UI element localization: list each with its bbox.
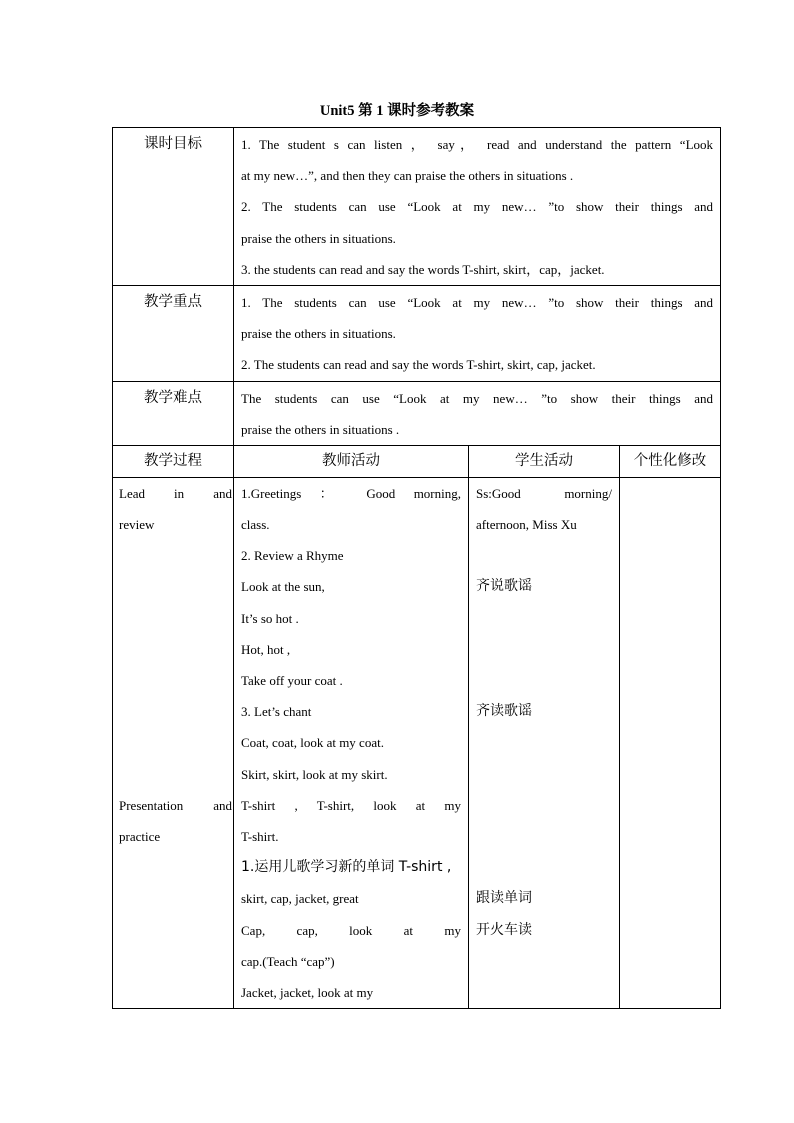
key-points-label: 教学重点 xyxy=(113,285,234,381)
key-points-line: 2. The students can read and say the words T-shirt, skirt, cap, jacket. xyxy=(241,357,596,373)
student-line xyxy=(476,603,612,634)
objectives-line: 2. The students can use “Look at my new… ”to show their things and xyxy=(241,199,714,215)
process-header-label: 教学过程 xyxy=(113,445,234,477)
objectives-label: 课时目标 xyxy=(113,128,234,286)
teacher-activity-header: 教师活动 xyxy=(234,445,469,477)
student-line xyxy=(476,540,612,571)
teacher-line: Cap, cap, look at my xyxy=(241,922,461,938)
stage-spacer xyxy=(119,727,232,758)
student-line xyxy=(476,665,612,696)
objectives-row xyxy=(113,128,721,286)
student-line xyxy=(476,727,612,758)
stage-spacer xyxy=(119,540,232,571)
difficulties-label: 教学难点 xyxy=(113,381,234,445)
student-line: 齐读歌谣 xyxy=(476,703,532,720)
stage-spacer xyxy=(119,634,232,665)
difficulties-line: The students can use “Look at my new… ”to show their things and xyxy=(241,390,714,406)
key-points-line: 1. The students can use “Look at my new… ”to show their things and xyxy=(241,294,714,310)
stage-line: review xyxy=(119,517,155,533)
lesson-plan-table xyxy=(112,127,721,1009)
student-line: Ss:Good morning/ xyxy=(476,485,612,501)
stage-column xyxy=(113,477,234,1008)
teacher-line: Skirt, skirt, look at my skirt. xyxy=(241,766,388,782)
objectives-content xyxy=(234,128,721,286)
student-line: 开火车读 xyxy=(476,921,532,938)
student-line: 跟读单词 xyxy=(476,890,532,907)
teacher-line: skirt, cap, jacket, great xyxy=(241,891,359,907)
student-line: afternoon, Miss Xu xyxy=(476,517,577,533)
personalized-edit-header: 个性化修改 xyxy=(620,445,721,477)
student-line xyxy=(476,852,612,883)
stage-spacer xyxy=(119,759,232,790)
teacher-activity-column xyxy=(234,477,469,1008)
objectives-line: at my new…”, and then they can praise the others in situations . xyxy=(241,168,574,184)
difficulties-line: praise the others in situations . xyxy=(241,421,400,437)
teacher-line: Take off your coat . xyxy=(241,673,343,688)
stage-spacer xyxy=(119,603,232,634)
student-line: 齐说歌谣 xyxy=(476,578,532,595)
teacher-line: Jacket, jacket, look at my xyxy=(241,984,374,1000)
stage-line: Presentation and xyxy=(119,797,232,813)
stage-spacer xyxy=(119,571,232,602)
teacher-line: T-shirt , T-shirt, look at my xyxy=(241,797,461,813)
student-line xyxy=(476,790,612,821)
teacher-line: Look at the sun, xyxy=(241,579,325,595)
key-points-content xyxy=(234,285,721,381)
difficulties-row xyxy=(113,381,721,445)
objectives-line: 3. the students can read and say the words T-shirt, skirt，cap，jacket. xyxy=(241,261,605,277)
teacher-line: 2. Review a Rhyme xyxy=(241,548,344,564)
key-points-row xyxy=(113,285,721,381)
process-body-row xyxy=(113,477,721,1008)
teacher-line: T-shirt. xyxy=(241,828,279,844)
student-activity-column xyxy=(469,477,620,1008)
stage-line: practice xyxy=(119,828,161,844)
student-line xyxy=(476,821,612,852)
student-line xyxy=(476,759,612,790)
teacher-line: 1.运用儿歌学习新的单词 T-shirt , xyxy=(241,859,452,876)
teacher-line: class. xyxy=(241,517,270,533)
teacher-line: 3. Let’s chant xyxy=(241,704,312,720)
student-line xyxy=(476,634,612,665)
stage-line: Lead in and xyxy=(119,485,232,501)
teacher-line: 1.Greetings ： Good morning, xyxy=(241,485,461,501)
objectives-line: 1. The student s can listen ， say， read and understand the pattern “Look xyxy=(241,137,714,152)
teacher-line: Coat, coat, look at my coat. xyxy=(241,735,384,751)
teacher-line: It’s so hot . xyxy=(241,610,299,626)
student-activity-header: 学生活动 xyxy=(469,445,620,477)
difficulties-content xyxy=(234,381,721,445)
teacher-line: cap.(Teach “cap”) xyxy=(241,953,335,969)
personalized-edit-column xyxy=(620,477,721,1008)
process-header-row xyxy=(113,445,721,477)
page-title: Unit5 第 1 课时参考教案 xyxy=(319,103,475,119)
key-points-line: praise the others in situations. xyxy=(241,326,396,342)
objectives-line: praise the others in situations. xyxy=(241,230,396,246)
stage-spacer xyxy=(119,665,232,696)
stage-spacer xyxy=(119,696,232,727)
teacher-line: Hot, hot , xyxy=(241,641,291,657)
